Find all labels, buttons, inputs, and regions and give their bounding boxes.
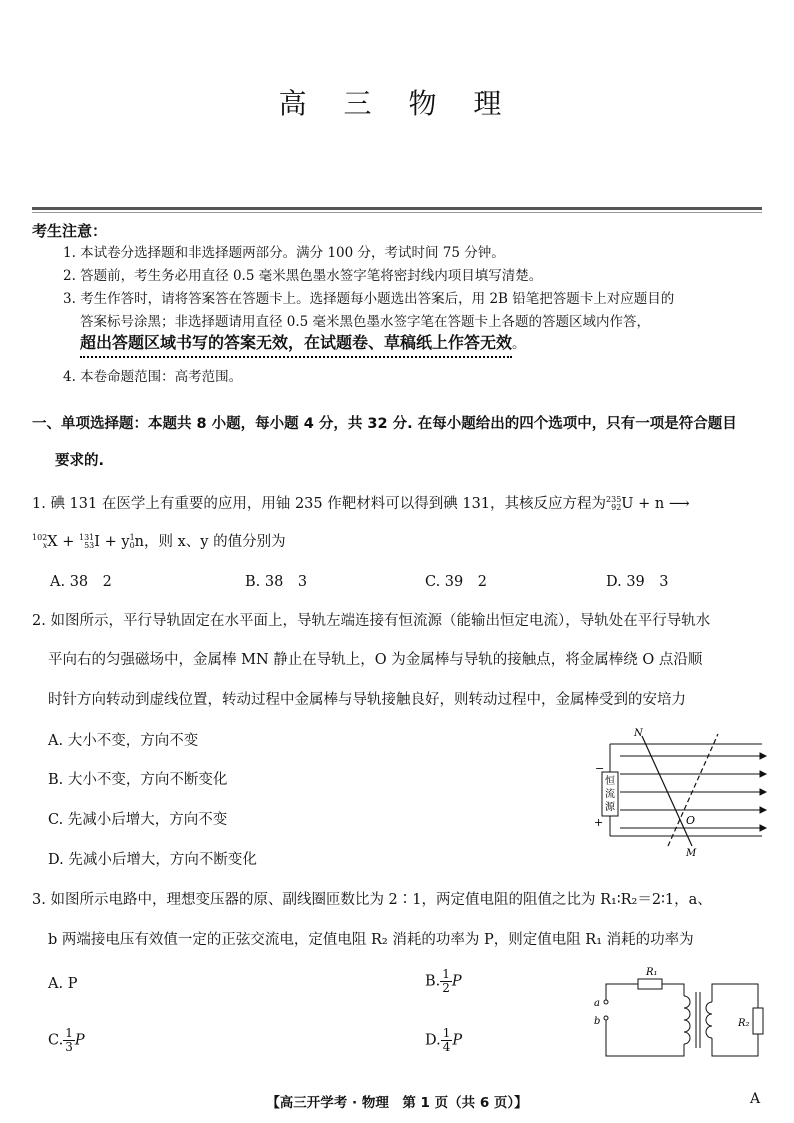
q2-source-char-2: 流 <box>605 789 615 800</box>
q3-secondary-coil <box>706 1002 712 1038</box>
notice-item-1: 1. 本试卷分选择题和非选择题两部分。满分 100 分，考试时间 75 分钟。 <box>63 245 505 261</box>
q1-eq1: U + n ⟶ <box>621 496 690 512</box>
q1-sup-x: 102 <box>32 533 48 542</box>
q1-option-d[interactable]: D. 39 3 <box>606 574 669 590</box>
q1-option-c[interactable]: C. 39 2 <box>425 574 487 590</box>
q3-option-c[interactable] <box>48 1027 85 1054</box>
q1-eq2: X + <box>47 534 79 550</box>
q1-sub-u: 92 <box>611 503 622 512</box>
q1-sup-u: 235 <box>606 495 622 504</box>
q1-eq3: I + y <box>94 534 130 550</box>
q1-sub-i: 53 <box>84 541 95 550</box>
q2-source-char-3: 源 <box>605 802 615 813</box>
q3-label-a: a <box>594 998 600 1009</box>
q2-figure <box>590 726 770 862</box>
q1-option-b[interactable]: B. 38 3 <box>245 574 308 590</box>
q2-option-c[interactable]: C. 先减小后增大，方向不变 <box>48 812 228 828</box>
q3-option-d-num: 1 <box>442 1026 451 1040</box>
q1-sup-i: 131 <box>78 533 95 542</box>
q3-option-c-p: P <box>74 1032 85 1049</box>
section-heading-cont: 要求的. <box>55 453 105 469</box>
section-heading: 一、单项选择题：本题共 8 小题，每小题 4 分，共 32 分. 在每小题给出的四个选项中，只有一项是符合题目 <box>32 416 737 432</box>
q2-label-n: N <box>634 728 643 739</box>
q3-option-b[interactable] <box>425 968 462 995</box>
q2-line3: 时针方向转动到虚线位置，转动过程中金属棒与导轨接触良好，则转动过程中，金属棒受到的安培力 <box>48 692 686 708</box>
q3-line1: 3. 如图所示电路中，理想变压器的原、副线圈匝数比为 2∶1，两定值电阻的阻值之比为 R₁∶R₂＝2∶1，a、 <box>32 892 712 908</box>
q2-option-d[interactable]: D. 先减小后增大，方向不断变化 <box>48 852 257 868</box>
q2-option-b[interactable]: B. 大小不变，方向不断变化 <box>48 772 228 788</box>
q1-eq4: n，则 x、y 的值分别为 <box>134 534 286 550</box>
q3-r1 <box>638 979 662 989</box>
q1-line1: 1. 碘 131 在医学上有重要的应用，用铀 235 作靶材料可以得到碘 131，其核反应方程为 <box>32 496 607 512</box>
q3-option-b-den: 2 <box>442 981 450 995</box>
q2-label-o: O <box>686 814 696 827</box>
q2-option-a[interactable]: A. 大小不变，方向不变 <box>48 733 199 749</box>
q3-option-d-p: P <box>452 1032 463 1049</box>
q3-option-d[interactable] <box>425 1027 462 1054</box>
page-title: 高 三 物 理 <box>278 87 516 120</box>
q1-option-a[interactable]: A. 38 2 <box>50 574 112 590</box>
q1-sup-n: 1 <box>129 533 135 542</box>
q3-r2 <box>753 1008 763 1034</box>
notice-item-3c-emphasis: 超出答题区域书写的答案无效，在试题卷、草稿纸上作答无效 <box>80 333 512 358</box>
q1-sub-n: 0 <box>129 541 135 550</box>
q3-option-c-label: C. <box>48 1032 64 1049</box>
q1-sub-x: x <box>42 541 48 550</box>
q3-option-c-den: 3 <box>65 1040 73 1054</box>
q2-label-m: M <box>686 848 697 859</box>
q3-option-d-label: D. <box>425 1032 441 1049</box>
q3-option-a[interactable]: A. P <box>48 976 78 992</box>
page-footer: 【高三开学考 · 物理 第 1 页（共 6 页）】 <box>266 1095 528 1111</box>
q2-rod <box>642 736 692 846</box>
q3-label-b: b <box>594 1016 601 1027</box>
q2-minus: − <box>595 762 605 775</box>
q3-line2: b 两端接电压有效值一定的正弦交流电，定值电阻 R₂ 消耗的功率为 P，则定值电阻 R₁ 消耗的功率为 <box>48 932 694 948</box>
q2-plus: + <box>594 816 604 829</box>
q3-option-c-num: 1 <box>65 1026 73 1040</box>
q3-primary-coil <box>684 996 690 1044</box>
q3-option-b-p: P <box>451 973 462 990</box>
q3-r1-label: R₁ <box>646 967 658 978</box>
q1-text <box>32 492 690 513</box>
paper-version: A <box>750 1091 761 1107</box>
q2-source-char-1: 恒 <box>605 776 615 787</box>
notice-item-4: 4. 本卷命题范围：高考范围。 <box>63 369 243 385</box>
q3-option-d-den: 4 <box>442 1040 451 1054</box>
notice-heading: 考生注意： <box>32 222 108 240</box>
q3-figure <box>592 962 770 1068</box>
q2-line1: 2. 如图所示，平行导轨固定在水平面上，导轨左端连接有恒流源（能输出恒定电流），导轨处在平行导轨水 <box>32 613 711 629</box>
q3-r2-label: R₂ <box>738 1018 750 1029</box>
q2-rod-dashed <box>668 734 718 846</box>
notice-item-3b: 答案标号涂黑；非选择题请用直径 0.5 毫米黑色墨水签字笔在答题卡上各题的答题区域内作答， <box>80 314 651 330</box>
q2-line2: 平向右的匀强磁场中，金属棒 MN 静止在导轨上，O 为金属棒与导轨的接触点，将金属棒绕 O 点沿顺 <box>48 652 703 668</box>
notice-item-3c-end: 。 <box>512 336 526 352</box>
divider <box>32 207 762 210</box>
q3-option-b-label: B. <box>425 973 441 990</box>
q1-text-2 <box>32 530 286 551</box>
divider-thin <box>32 212 762 213</box>
notice-item-3c <box>80 334 526 353</box>
notice-item-2: 2. 答题前，考生务必用直径 0.5 毫米黑色墨水签字笔将密封线内项目填写清楚。 <box>63 268 543 284</box>
q3-option-b-num: 1 <box>442 967 450 981</box>
notice-item-3a: 3. 考生作答时，请将答案答在答题卡上。选择题每小题选出答案后，用 2B 铅笔把答题卡上对应题目的 <box>63 291 675 307</box>
